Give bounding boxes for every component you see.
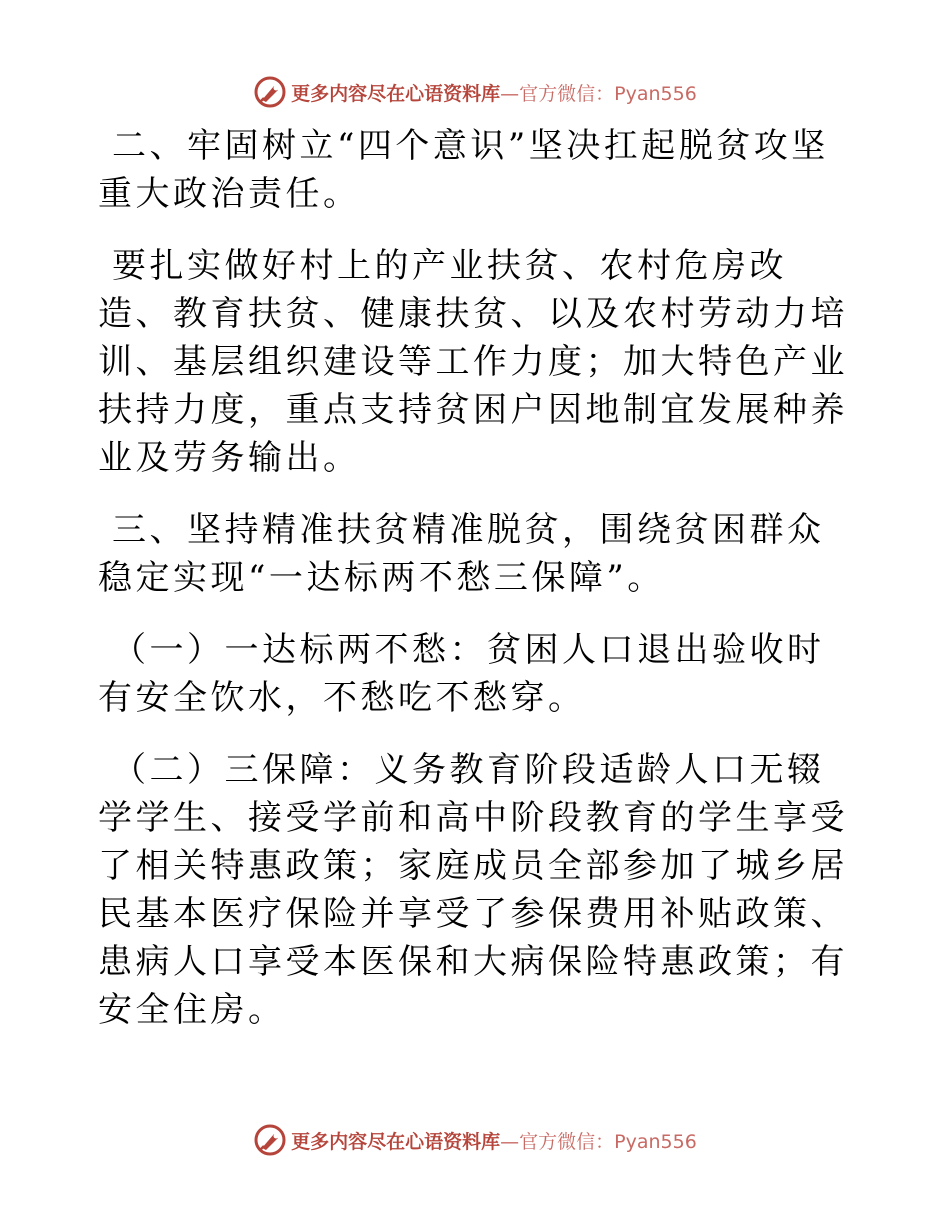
section-heading-3: 三、坚持精准扶贫精准脱贫，围绕贫困群众稳定实现“一达标两不愁三保障”。 bbox=[98, 510, 825, 598]
watermark-brand: 更多内容尽在心语资料库 bbox=[291, 1130, 501, 1153]
watermark-brand: 更多内容尽在心语资料库 bbox=[291, 82, 501, 105]
header-watermark bbox=[0, 72, 950, 112]
pen-nib-icon bbox=[253, 1123, 287, 1157]
subsection-2: （二）三保障：义务教育阶段适龄人口无辍学学生、接受学前和高中阶段教育的学生享受了相关特惠政策；家庭成员全部参加了城乡居民基本医疗保险并享受了参保费用补贴政策、患病人口享受本医保和大病保险特惠政策；有安全住房。 bbox=[98, 750, 848, 1030]
watermark-contact: —官方微信：Pyan556 bbox=[500, 82, 697, 105]
document-body bbox=[98, 122, 858, 1058]
section-heading-2: 二、牢固树立“四个意识”坚决扛起脱贫攻坚重大政治责任。 bbox=[98, 126, 829, 214]
body-paragraph-1: 要扎实做好村上的产业扶贫、农村危房改造、教育扶贫、健康扶贫、以及农村劳动力培训、基层组织建设等工作力度；加大特色产业扶持力度，重点支持贫困户因地制宜发展种养业及劳务输出。 bbox=[98, 246, 848, 478]
subsection-1: （一）一达标两不愁：贫困人口退出验收时有安全饮水，不愁吃不愁穿。 bbox=[98, 630, 825, 718]
pen-nib-icon bbox=[253, 75, 287, 109]
watermark-contact: —官方微信：Pyan556 bbox=[500, 1130, 697, 1153]
footer-watermark bbox=[0, 1120, 950, 1160]
